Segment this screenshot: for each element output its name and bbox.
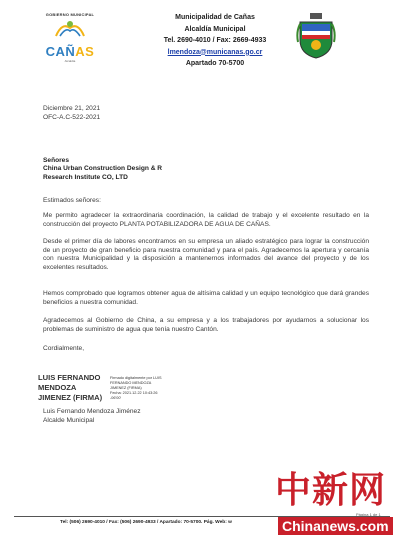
- signer-title: Alcalde Municipal: [43, 417, 95, 424]
- letterhead-subtitle: Alcaldía Municipal: [184, 25, 246, 33]
- letter-greeting: Estimados señores:: [43, 197, 101, 204]
- logo-tagline: Alcaldía: [64, 59, 76, 63]
- letterhead-po-box: Apartado 70-5700: [185, 60, 245, 67]
- letterhead-email-link[interactable]: lmendoza@municanas.go.cr: [167, 48, 263, 56]
- recipient-name-line2: Research Institute CO, LTD: [43, 174, 128, 181]
- watermark-chinese-text: 中新网: [275, 469, 387, 511]
- letter-paragraph-4: Agradecemos al Gobierno de China, a su empresa y a los trabajadores por ayudarnos a solucionar los problemas de suministro de agua que tenía nuestro Cantón.: [43, 317, 369, 333]
- letter-reference: OFC-A.C-522-2021: [43, 114, 101, 121]
- footer-contact: Tel: (506) 2690-4010 / Fax: (506) 2690-4933 / Apartado: 70-5700. Pág. Web: w: [60, 520, 232, 525]
- letterhead-title: Municipalidad de Cañas: [175, 14, 255, 21]
- municipal-logo: [38, 12, 102, 64]
- digital-signature-name: LUIS FERNANDO MENDOZA JIMENEZ (FIRMA): [38, 373, 103, 402]
- letter-paragraph-3: Hemos comprobado que logramos obtener agua de altísima calidad y un equipo tecnológico que dará grandes beneficios a nuestra comunidad.: [43, 290, 369, 306]
- letterhead: [120, 12, 310, 70]
- page-number: Página 1 de 1: [356, 512, 381, 517]
- recipient-name-line1: China Urban Construction Design & R: [43, 165, 163, 172]
- letter-paragraph-1: Me permito agradecer la extraordinaria coordinación, la calidad de trabajo y el excelente resultado en la construcción del proyecto PLANTA POTABILIZADORA DE AGUA DE CAÑAS.: [43, 212, 369, 228]
- letter-closing: Cordialmente,: [43, 345, 85, 352]
- coat-of-arms-icon: [296, 12, 336, 60]
- letterhead-phone: Tel. 2690-4010 / Fax: 2669-4933: [163, 37, 267, 44]
- signer-name: Luis Fernando Mendoza Jiménez: [43, 408, 141, 415]
- digital-signature-stamp: Firmado digitalmente por LUIS FERNANDO MENDOZA JIMENEZ (FIRMA) Fecha: 2021.12.22 10:43:26 -06'00': [110, 376, 162, 400]
- logo-emblem-icon: [52, 18, 88, 38]
- logo-government-label: GOBIERNO MUNICIPAL: [45, 12, 95, 17]
- watermark-site-label: Chinanews.com: [278, 517, 393, 535]
- recipient-salutation: Señores: [43, 157, 70, 164]
- letter-paragraph-2: Desde el primer día de labores encontramos en su empresa un aliado estratégico para lograr la construcción de un proyecto de gran beneficio para nuestra comunidad y para el país. Agradecemos la apertura y cercanía con nuestra Municipalidad y la disposición a mantenernos informados del avance del proyecto y de los excelentes resultados.: [43, 238, 369, 271]
- letter-date: Diciembre 21, 2021: [43, 105, 101, 112]
- logo-brand: CAÑAS: [45, 44, 95, 59]
